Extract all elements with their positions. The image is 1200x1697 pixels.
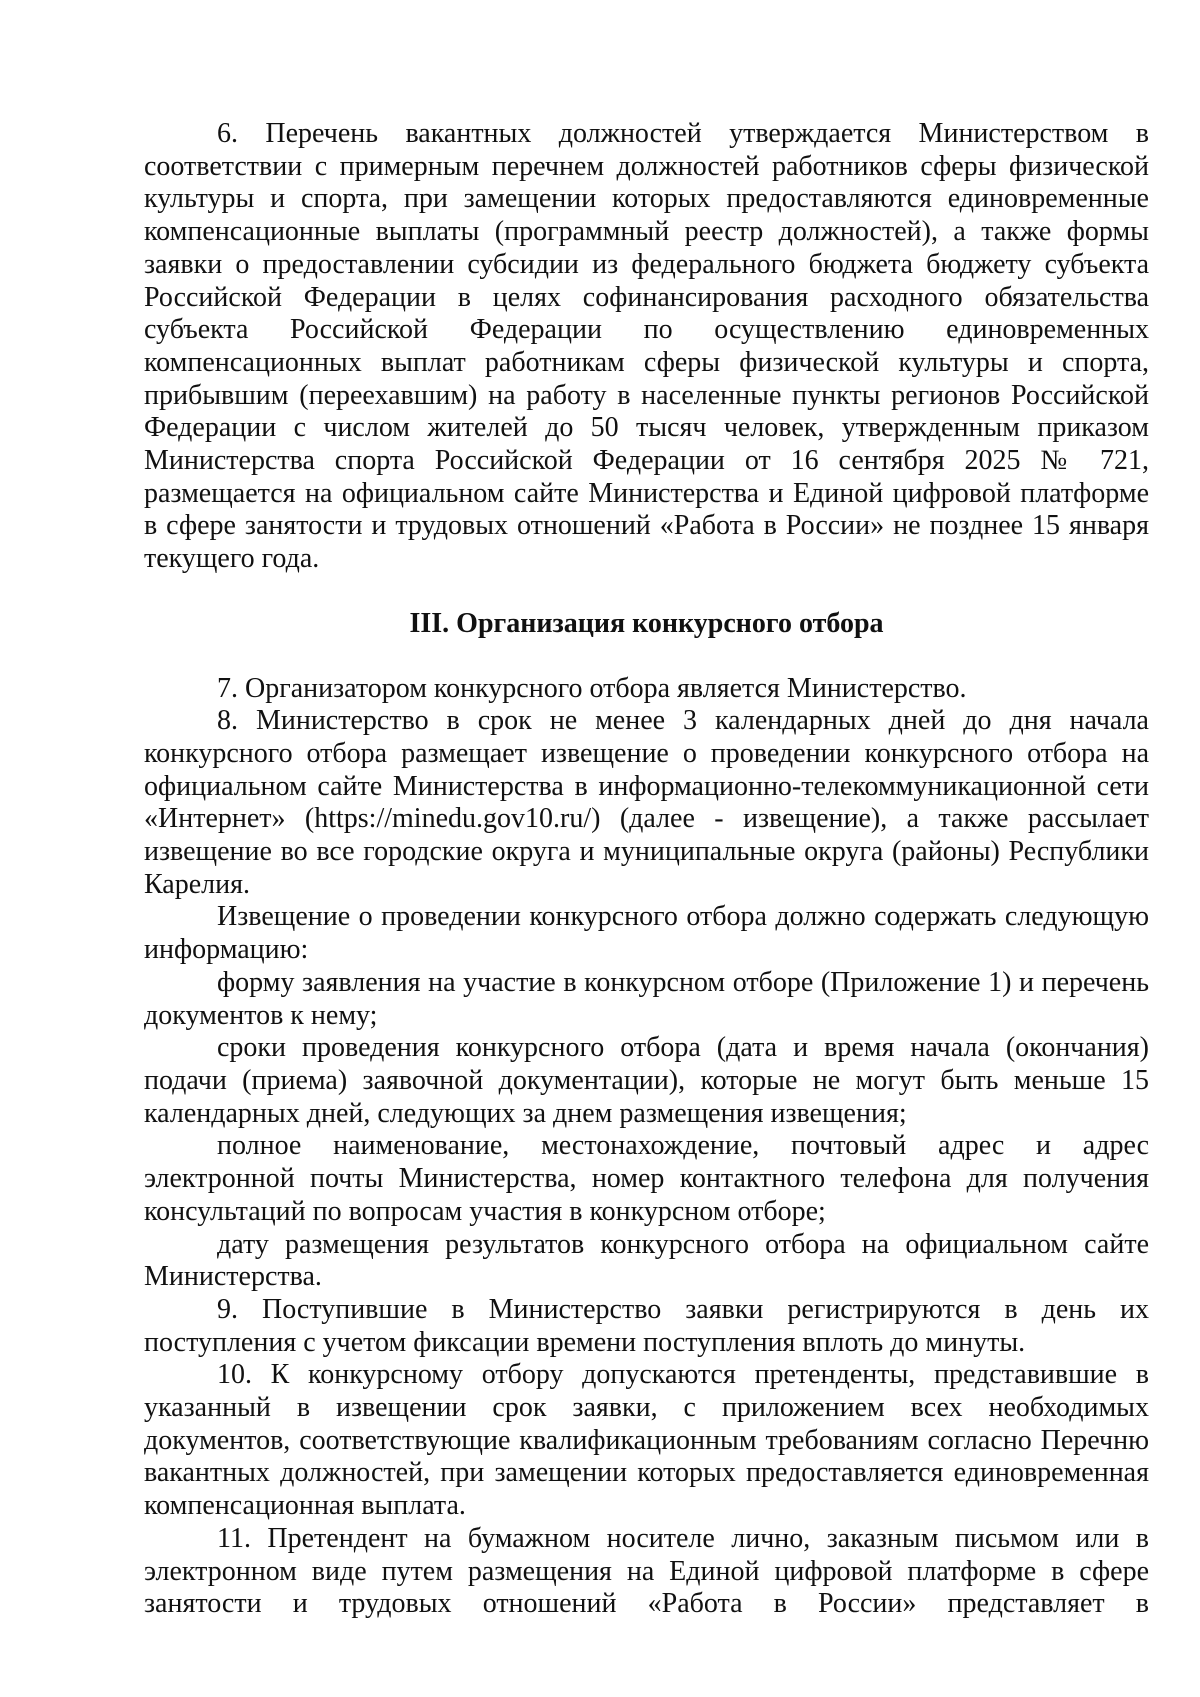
- paragraph-notice-form: форму заявления на участие в конкурсном отборе (Приложение 1) и перечень документов к нему;: [144, 966, 1149, 1031]
- paragraph-notice-dates: сроки проведения конкурсного отбора (дата и время начала (окончания) подачи (приема) заявочной документации), которые не могут быть меньше 15 календарных дней, следующих за днем размещения извещения;: [144, 1032, 1149, 1129]
- section-heading: III. Организация конкурсного отбора: [409, 607, 884, 639]
- paragraph-notice-results: дату размещения результатов конкурсного отбора на официальном сайте Министерства.: [144, 1228, 1149, 1293]
- section-body: [144, 673, 1149, 1621]
- paragraph-11: 11. Претендент на бумажном носителе лично, заказным письмом или в электронном виде путем размещения на Единой цифровой платформе в сфере занятости и трудовых отношений «Работа в России» представляет в: [144, 1522, 1149, 1620]
- paragraph-7: 7. Организатором конкурсного отбора является Министерство.: [217, 672, 967, 704]
- document-page: [144, 118, 1149, 1621]
- paragraph-6: 6. Перечень вакантных должностей утверждается Министерством в соответствии с примерным перечнем должностей работников сферы физической культуры и спорта, при замещении которых предоставляются единовременные компенсационные выплаты (программный реестр должностей), а также формы заявки о предоставлении субсидии из федерального бюджета бюджету субъекта Российской Федерации в целях софинансирования расходного обязательства субъекта Российской Федерации по осуществлению единовременных компенсационных выплат работникам сферы физической культуры и спорта, прибывшим (переехавшим) на работу в населенные пункты регионов Российской Федерации с числом жителей до 50 тысяч человек, утвержденным приказом Министерства спорта Российской Федерации от 16 сентября 2025 № 721, размещается на официальном сайте Министерства и Единой цифровой платформе в сфере занятости и трудовых отношений «Работа в России» не позднее 15 января текущего года.: [144, 118, 1149, 575]
- paragraph-notice-intro: Извещение о проведении конкурсного отбора должно содержать следующую информацию:: [144, 901, 1149, 966]
- paragraph-8: 8. Министерство в срок не менее 3 календарных дней до дня начала конкурсного отбора размещает извещение о проведении конкурсного отбора на официальном сайте Министерства в информационно-телекоммуникационной сети «Интернет» (https://minedu.gov10.ru/) (далее - извещение), а также рассылает извещение во все городские округа и муниципальные округа (районы) Республики Карелия.: [144, 705, 1149, 900]
- paragraph-10: 10. К конкурсному отбору допускаются претенденты, представившие в указанный в извещении срок заявки, с приложением всех необходимых документов, соответствующие квалификационным требованиям согласно Перечню вакантных должностей, при замещении которых предоставляется единовременная компенсационная выплата.: [144, 1359, 1149, 1522]
- paragraph-9: 9. Поступившие в Министерство заявки регистрируются в день их поступления с учетом фиксации времени поступления вплоть до минуты.: [144, 1293, 1149, 1358]
- paragraph-notice-contacts: полное наименование, местонахождение, почтовый адрес и адрес электронной почты Министерства, номер контактного телефона для получения консультаций по вопросам участия в конкурсном отборе;: [144, 1130, 1149, 1227]
